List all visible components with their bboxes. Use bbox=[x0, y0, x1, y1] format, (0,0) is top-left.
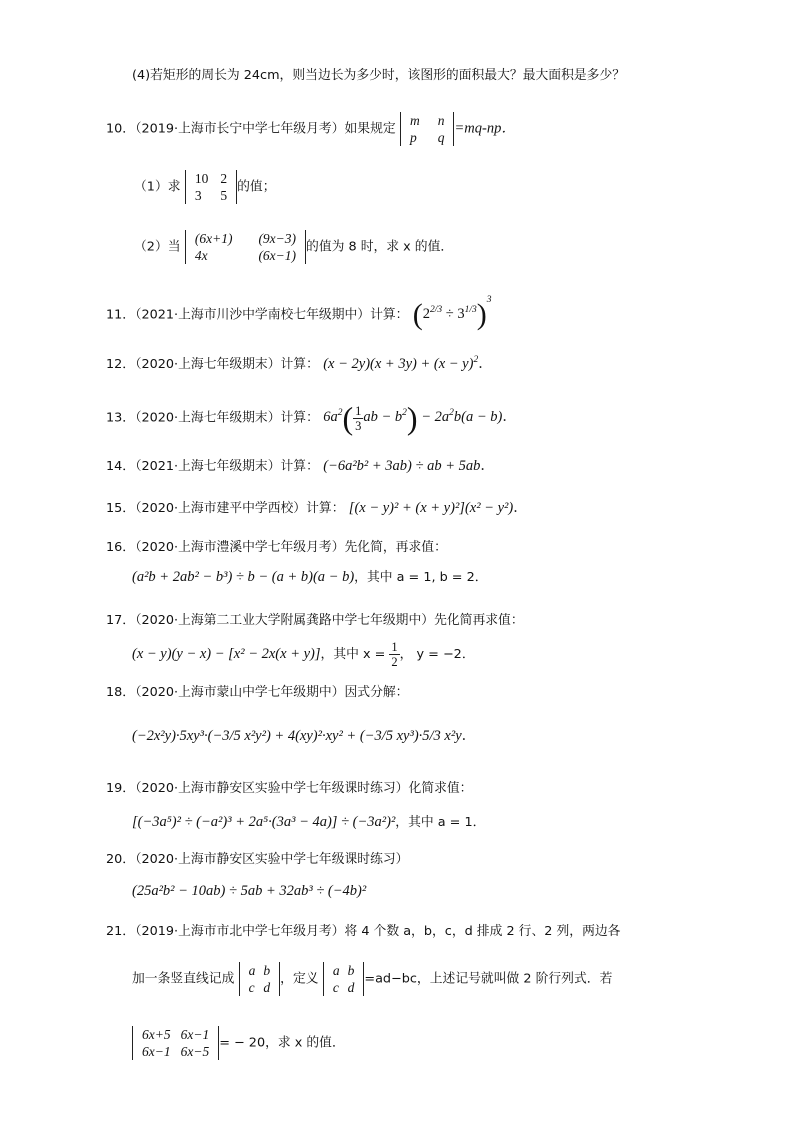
question-source: （2021·上海七年级期末）计算： bbox=[135, 459, 319, 474]
part-suffix: 的值； bbox=[237, 179, 276, 195]
question-source: （2020·上海市澧溪中学七年级月考）先化简，再求值： bbox=[135, 540, 447, 555]
question-19-expression bbox=[132, 812, 485, 833]
question-source: （2020·上海七年级期末）计算： bbox=[135, 357, 319, 372]
question-source: （2020·上海市静安区实验中学七年级课时练习）化简求值： bbox=[135, 781, 473, 796]
question-source: （2020·上海市建平中学西校）计算： bbox=[135, 501, 345, 516]
expression: [(−3a⁵)² ÷ (−a²)³ + 2a⁵·(3a³ − 4a)] ÷ (−3a²)² bbox=[132, 814, 396, 830]
determinant-abcd: a b c d bbox=[239, 962, 281, 996]
question-20-expression bbox=[132, 881, 366, 901]
condition: ，其中 a = 1． bbox=[395, 815, 486, 830]
expression: (−6a²b² + 3ab) ÷ ab + 5ab bbox=[323, 458, 481, 474]
end-mark: ． bbox=[480, 458, 495, 474]
question-number: 11． bbox=[106, 307, 136, 323]
question-18-expression bbox=[132, 726, 476, 746]
question-14 bbox=[106, 456, 495, 477]
question-number: 16． bbox=[106, 540, 136, 555]
question-10-part-1 bbox=[134, 170, 275, 204]
definition-rhs: =mq-np． bbox=[454, 120, 516, 137]
expression: $(x - 2y)(x + 3y) + (x - y)^2$． bbox=[323, 355, 493, 372]
question-number: 20． bbox=[106, 852, 136, 867]
question-source: （2020·上海七年级期末）计算： bbox=[135, 410, 319, 426]
question-18 bbox=[106, 682, 408, 703]
question-number: 12． bbox=[106, 357, 136, 372]
question-12 bbox=[106, 354, 493, 375]
condition-suffix: ， y = −2． bbox=[399, 647, 475, 662]
definition-rhs: =ad−bc，上述记号就叫做 2 阶行列式．若 bbox=[364, 971, 613, 987]
question-number: 15． bbox=[106, 501, 136, 516]
question-10-part-2 bbox=[134, 230, 453, 264]
question-text-line-1: （2019·上海市市北中学七年级月考）将 4 个数 a，b，c，d 排成 2 行、2 列，两边各 bbox=[135, 924, 621, 939]
equation-rhs: = − 20，求 x 的值． bbox=[219, 1035, 345, 1051]
question-15 bbox=[106, 498, 528, 519]
question-number: 19． bbox=[106, 781, 136, 796]
question-19 bbox=[106, 778, 472, 799]
expression: (a²b + 2ab² − b³) ÷ b − (a + b)(a − b) bbox=[132, 569, 355, 585]
question-17-expression: (x − y)(y − x) − [x² − 2x(x + y)]，其中 x = $\frac{1}{2}$ ， y = −2． bbox=[132, 640, 475, 669]
determinant-equation: 6x+5 6x−1 6x−1 6x−5 bbox=[132, 1026, 219, 1060]
question-number: 10． bbox=[106, 121, 136, 137]
condition: ，其中 a = 1, b = 2． bbox=[354, 570, 488, 585]
expression: (−2x²y)·5xy³·(−3/5 x²y²) + 4(xy)²·xy² + (−3/5 xy³)·5/3 x²y bbox=[132, 728, 462, 744]
determinant-definition: m n p q bbox=[400, 112, 455, 146]
question-17 bbox=[106, 610, 524, 631]
question-10 bbox=[106, 112, 516, 146]
condition-prefix: ，其中 x = bbox=[320, 647, 390, 662]
question-21-line-2 bbox=[132, 962, 612, 996]
question-number: 14． bbox=[106, 459, 136, 474]
determinant-expression: (6x+1) (9x−3) 4x (6x−1) bbox=[185, 230, 306, 264]
part-label: （1）求 bbox=[134, 179, 181, 195]
question-source: （2020·上海市蒙山中学七年级期中）因式分解： bbox=[135, 685, 409, 700]
question-13 bbox=[106, 402, 517, 434]
question-number: 21． bbox=[106, 924, 136, 939]
question-11 bbox=[106, 295, 492, 331]
expression: (x − y)(y − x) − [x² − 2x(x + y)] bbox=[132, 646, 321, 662]
question-number: 18． bbox=[106, 685, 136, 700]
question-source: （2020·上海第二工业大学附属龚路中学七年级期中）先化简再求值： bbox=[135, 613, 524, 628]
expression: [(x − y)² + (x + y)²](x² − y²) bbox=[348, 500, 514, 516]
question-number: 13． bbox=[106, 410, 136, 426]
question-20 bbox=[106, 849, 408, 870]
expression: $6a^2$( $\frac{1}{3}$ ab − $b^2) - 2a^2b(a - b)$． bbox=[323, 400, 517, 436]
question-21-line-3 bbox=[132, 1026, 345, 1060]
text-prefix: 加一条竖直线记成 bbox=[132, 971, 235, 987]
part-suffix: 的值为 8 时，求 x 的值． bbox=[306, 239, 454, 255]
question-source: （2019·上海市长宁中学七年级月考）如果规定 bbox=[135, 121, 396, 137]
question-4-text: (4)若矩形的周长为 24cm，则当边长为多少时，该图形的面积最大？最大面积是多少？ bbox=[132, 68, 626, 83]
question-16 bbox=[106, 537, 447, 558]
part-label: （2）当 bbox=[134, 239, 181, 255]
determinant-numeric: 10 2 3 5 bbox=[185, 170, 237, 204]
expression: (25a²b² − 10ab) ÷ 5ab + 32ab³ ÷ (−4b)² bbox=[132, 883, 367, 899]
determinant-abcd-definition: a b c d bbox=[323, 962, 365, 996]
text-middle: ，定义 bbox=[280, 971, 319, 987]
question-21 bbox=[106, 922, 620, 942]
end-mark: ． bbox=[461, 728, 477, 744]
question-16-expression bbox=[132, 567, 488, 588]
end-mark: ． bbox=[513, 500, 528, 516]
question-number: 17． bbox=[106, 613, 136, 628]
expression: $(2^{2/3} \div 3^{1/3})^3$ bbox=[412, 295, 492, 331]
question-source: （2021·上海市川沙中学南校七年级期中）计算： bbox=[135, 307, 409, 323]
question-source: （2020·上海市静安区实验中学七年级课时练习） bbox=[135, 852, 409, 867]
